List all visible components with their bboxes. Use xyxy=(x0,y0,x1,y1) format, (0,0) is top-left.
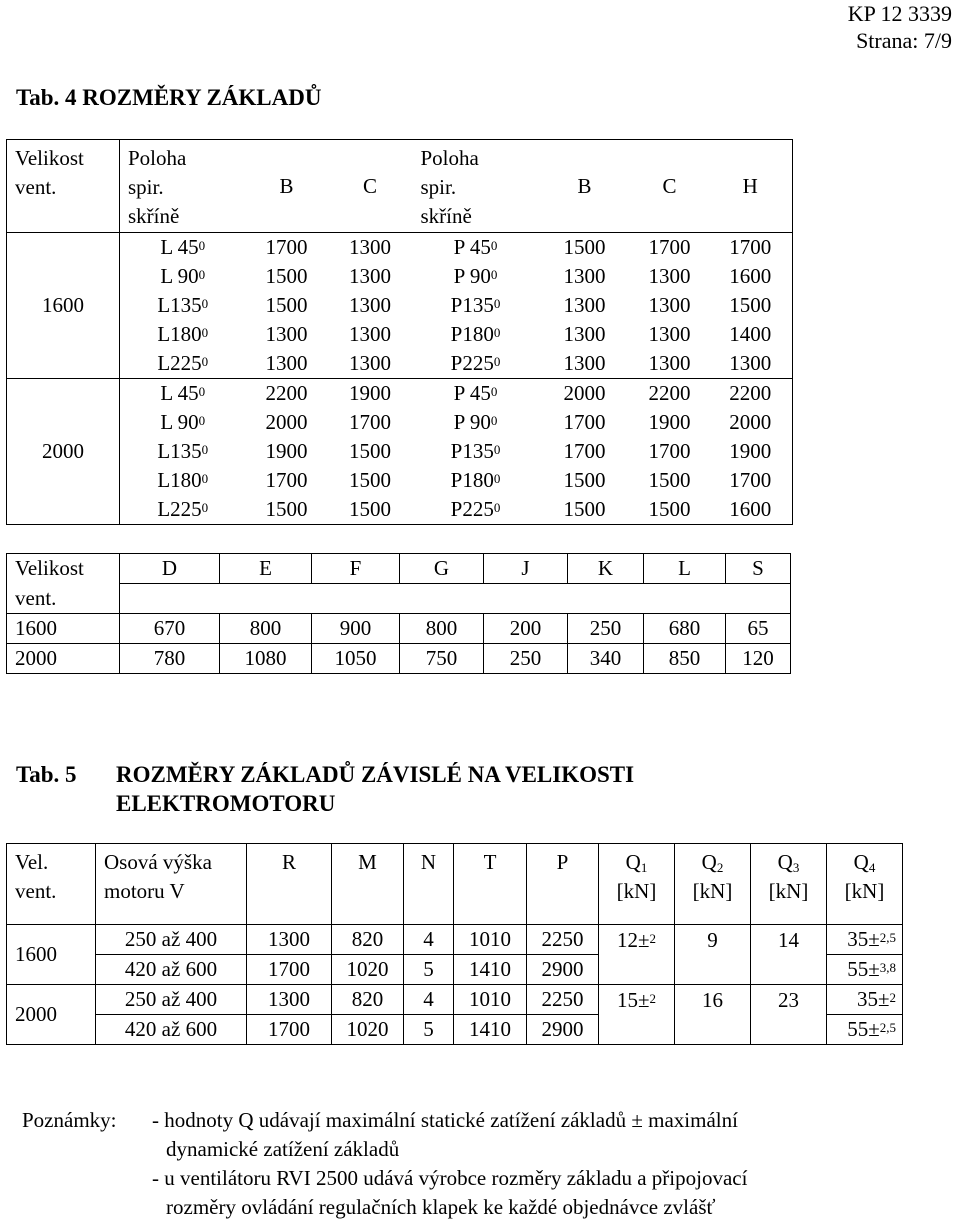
header-q2: $Q_2$ [kN] xyxy=(675,844,751,925)
dims-row xyxy=(7,614,791,644)
header-position-right: Poloha spir. skříně xyxy=(413,140,539,233)
tab4-row xyxy=(7,291,793,320)
b-right: 1700 xyxy=(563,439,606,463)
dims-value: 250 xyxy=(568,614,644,644)
position-left: $L180^0$ xyxy=(120,466,246,495)
b-left: 1700 xyxy=(246,233,328,263)
dims-header-e: E xyxy=(220,554,312,584)
header-h: H xyxy=(709,140,793,233)
h-value: 2000 xyxy=(709,408,793,437)
document-code: KP 12 3339 xyxy=(847,1,952,26)
dims-value: 670 xyxy=(120,614,220,644)
value-p: 2250 xyxy=(527,985,599,1015)
b-right: 1300 xyxy=(563,293,606,317)
c-right: 1300 xyxy=(648,293,691,317)
b-left: 1500 xyxy=(265,264,308,288)
c-left: 1700 xyxy=(349,410,391,434)
osova-vyska: 420 až 600 xyxy=(96,1015,247,1045)
value-n: 5 xyxy=(404,1015,454,1045)
dims-value: 680 xyxy=(644,614,726,644)
page-number: Strana: 7/9 xyxy=(856,28,952,53)
position-left: L $90^0$ xyxy=(120,262,246,291)
dims-header-g: G xyxy=(400,554,484,584)
note-line-2: dynamické zatížení základů xyxy=(166,1137,400,1161)
value-q2: 16 xyxy=(675,985,751,1045)
position-left: $L135^0$ xyxy=(120,291,246,320)
tab4-row xyxy=(7,262,793,291)
header-n: N xyxy=(404,844,454,925)
value-m: 1020 xyxy=(332,1015,404,1045)
dims-value: 250 xyxy=(484,644,568,674)
dimensions-table xyxy=(6,553,791,674)
dims-header-size: Velikost xyxy=(7,554,120,584)
dims-value: 800 xyxy=(220,614,312,644)
value-n: 4 xyxy=(404,985,454,1015)
size-cell: 2000 xyxy=(7,379,120,525)
tab5-title-line2: ELEKTROMOTORU xyxy=(116,791,336,816)
header-q1: $Q_1$ [kN] xyxy=(599,844,675,925)
value-q4: 55±$^{2,5}$ xyxy=(827,1015,903,1045)
value-n: 4 xyxy=(404,925,454,955)
b-right: 1500 xyxy=(539,495,631,525)
b-left: 1300 xyxy=(265,322,308,346)
b-left: 1300 xyxy=(246,349,328,379)
dims-value: 750 xyxy=(400,644,484,674)
position-left: L $45^0$ xyxy=(120,379,246,409)
header-q4: $Q_4$ [kN] xyxy=(827,844,903,925)
h-value: 1600 xyxy=(709,495,793,525)
c-left: 1300 xyxy=(349,293,391,317)
c-right: 1300 xyxy=(648,264,691,288)
tab5-table xyxy=(6,843,903,1045)
header-b-left: B xyxy=(246,140,328,233)
c-right: 1700 xyxy=(648,439,691,463)
dims-value: 850 xyxy=(644,644,726,674)
c-right: 1500 xyxy=(631,495,709,525)
dims-header-d: D xyxy=(120,554,220,584)
position-right: P $90^0$ xyxy=(453,410,498,434)
position-right: P $45^0$ xyxy=(413,379,539,409)
b-right: 1500 xyxy=(563,468,606,492)
dims-value: 780 xyxy=(120,644,220,674)
tab4-row xyxy=(7,349,793,379)
header-position-left: Poloha spir. skříně xyxy=(120,140,246,233)
c-right: 1700 xyxy=(631,233,709,263)
tab5-header-row xyxy=(7,844,903,925)
header-c-left: C xyxy=(328,140,413,233)
c-left: 1300 xyxy=(328,349,413,379)
header-q3: $Q_3$ [kN] xyxy=(751,844,827,925)
b-left: 1500 xyxy=(246,495,328,525)
dims-size: 1600 xyxy=(7,614,120,644)
dims-header-row-2 xyxy=(7,584,791,614)
value-p: 2900 xyxy=(527,1015,599,1045)
b-left: 2200 xyxy=(246,379,328,409)
value-r: 1300 xyxy=(247,925,332,955)
position-left: $L225^0$ xyxy=(120,495,246,525)
dims-value: 800 xyxy=(400,614,484,644)
note-line-4: rozměry ovládání regulačních klapek ke každé objednávce zvlášť xyxy=(166,1195,716,1219)
position-left: L $90^0$ xyxy=(120,408,246,437)
value-r: 1700 xyxy=(247,955,332,985)
value-t: 1410 xyxy=(454,955,527,985)
position-right: $P180^0$ xyxy=(450,322,501,346)
value-p: 2900 xyxy=(527,955,599,985)
value-q1: 15±$^2$ xyxy=(599,985,675,1045)
h-value: 1600 xyxy=(709,262,793,291)
note-line-3: - u ventilátoru RVI 2500 udává výrobce rozměry základu a připojovací xyxy=(152,1166,748,1190)
tab4-row xyxy=(7,320,793,349)
header-m: M xyxy=(332,844,404,925)
osova-vyska: 420 až 600 xyxy=(96,955,247,985)
position-right: $P135^0$ xyxy=(450,439,501,463)
tab4-row xyxy=(7,466,793,495)
header-vel: Vel. vent. xyxy=(7,844,96,925)
position-right: $P180^0$ xyxy=(450,468,501,492)
b-right: 1500 xyxy=(539,233,631,263)
position-left: $L135^0$ xyxy=(120,437,246,466)
dims-value: 340 xyxy=(568,644,644,674)
header-t: T xyxy=(454,844,527,925)
tab4-row xyxy=(7,437,793,466)
value-q2: 9 xyxy=(675,925,751,985)
position-right: $P225^0$ xyxy=(413,349,539,379)
value-q3: 14 xyxy=(751,925,827,985)
position-left: $L180^0$ xyxy=(120,320,246,349)
b-right: 2000 xyxy=(539,379,631,409)
tab5-title-line1: ROZMĚRY ZÁKLADŮ ZÁVISLÉ NA VELIKOSTI xyxy=(116,762,635,787)
value-q4: 35±$^{2,5}$ xyxy=(827,925,903,955)
c-right: 1500 xyxy=(648,468,691,492)
value-t: 1010 xyxy=(454,925,527,955)
c-right: 1300 xyxy=(648,322,691,346)
c-left: 1500 xyxy=(328,495,413,525)
vel-cell: 2000 xyxy=(7,985,96,1045)
value-r: 1300 xyxy=(247,985,332,1015)
tab5-number: Tab. 5 xyxy=(16,762,77,787)
c-right: 1300 xyxy=(631,349,709,379)
header-c-right: C xyxy=(631,140,709,233)
dims-header-f: F xyxy=(312,554,400,584)
value-q4: 35±$^2$ xyxy=(827,985,903,1015)
tab4-row xyxy=(7,233,793,263)
b-right: 1300 xyxy=(539,349,631,379)
tab4-header-row xyxy=(7,140,793,233)
dims-value: 65 xyxy=(726,614,791,644)
value-n: 5 xyxy=(404,955,454,985)
position-left: $L225^0$ xyxy=(120,349,246,379)
value-t: 1010 xyxy=(454,985,527,1015)
vel-cell: 1600 xyxy=(7,925,96,985)
dims-header-s: S xyxy=(726,554,791,584)
osova-vyska: 250 až 400 xyxy=(96,985,247,1015)
position-right: P $45^0$ xyxy=(413,233,539,263)
size-cell: 1600 xyxy=(7,233,120,379)
value-t: 1410 xyxy=(454,1015,527,1045)
header-p: P xyxy=(527,844,599,925)
b-left: 1500 xyxy=(265,293,308,317)
header-b-right: B xyxy=(539,140,631,233)
dims-header-row xyxy=(7,554,791,584)
position-left: L $45^0$ xyxy=(120,233,246,263)
c-left: 1300 xyxy=(349,322,391,346)
tab5-row xyxy=(7,925,903,955)
c-left: 1300 xyxy=(349,264,391,288)
b-left: 1900 xyxy=(265,439,308,463)
value-m: 1020 xyxy=(332,955,404,985)
position-right: P $90^0$ xyxy=(453,264,498,288)
dims-value: 1050 xyxy=(312,644,400,674)
note-line-1: - hodnoty Q udávají maximální statické zatížení základů ± maximální xyxy=(152,1108,738,1132)
dims-size: 2000 xyxy=(7,644,120,674)
position-right: $P225^0$ xyxy=(413,495,539,525)
tab4-row xyxy=(7,495,793,525)
b-right: 1300 xyxy=(563,264,606,288)
tab4-row xyxy=(7,379,793,409)
tab5-row xyxy=(7,985,903,1015)
position-right: $P135^0$ xyxy=(450,293,501,317)
value-m: 820 xyxy=(332,925,404,955)
h-value: 2200 xyxy=(709,379,793,409)
h-value: 1700 xyxy=(709,233,793,263)
c-left: 1500 xyxy=(349,439,391,463)
dims-value: 1080 xyxy=(220,644,312,674)
c-left: 1900 xyxy=(328,379,413,409)
tab4-title: Tab. 4 ROZMĚRY ZÁKLADŮ xyxy=(16,85,322,110)
dims-value: 200 xyxy=(484,614,568,644)
value-q3: 23 xyxy=(751,985,827,1045)
header-osova-vyska: Osová výška motoru V xyxy=(96,844,247,925)
value-p: 2250 xyxy=(527,925,599,955)
c-right: 2200 xyxy=(631,379,709,409)
h-value: 1900 xyxy=(709,437,793,466)
tab4-row xyxy=(7,408,793,437)
dims-header-j: J xyxy=(484,554,568,584)
h-value: 1400 xyxy=(709,320,793,349)
h-value: 1500 xyxy=(709,291,793,320)
value-q1: 12±$^2$ xyxy=(599,925,675,985)
h-value: 1700 xyxy=(709,466,793,495)
notes-label: Poznámky: xyxy=(22,1108,117,1132)
value-m: 820 xyxy=(332,985,404,1015)
dims-value: 900 xyxy=(312,614,400,644)
h-value: 1300 xyxy=(709,349,793,379)
dims-header-l: L xyxy=(644,554,726,584)
value-r: 1700 xyxy=(247,1015,332,1045)
c-left: 1500 xyxy=(349,468,391,492)
b-left: 2000 xyxy=(265,410,308,434)
c-left: 1300 xyxy=(328,233,413,263)
dims-header-size-2: vent. xyxy=(7,584,120,614)
tab4-table xyxy=(6,139,793,525)
dims-value: 120 xyxy=(726,644,791,674)
b-left: 1700 xyxy=(265,468,308,492)
header-r: R xyxy=(247,844,332,925)
dims-header-k: K xyxy=(568,554,644,584)
b-right: 1300 xyxy=(563,322,606,346)
b-right: 1700 xyxy=(563,410,606,434)
c-right: 1900 xyxy=(648,410,691,434)
dims-row xyxy=(7,644,791,674)
value-q4: 55±$^{3,8}$ xyxy=(827,955,903,985)
osova-vyska: 250 až 400 xyxy=(96,925,247,955)
header-size-cell: Velikost vent. xyxy=(7,140,120,233)
